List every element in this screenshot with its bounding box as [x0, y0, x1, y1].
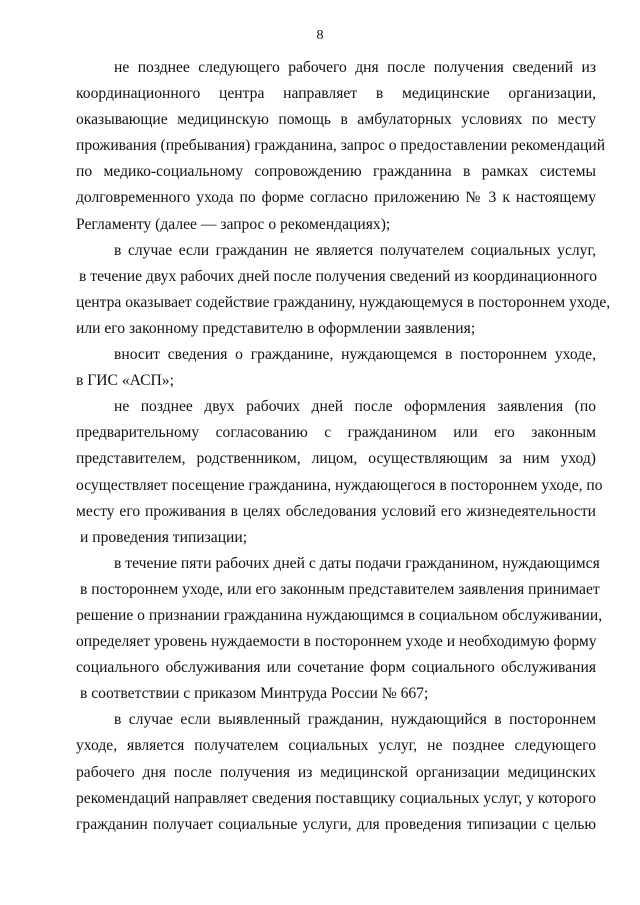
text-line: гражданин получает социальные услуги, для проведения типизации с целью [76, 815, 596, 833]
text-line: долговременного ухода по форме согласно приложению № 3 к настоящему [76, 189, 596, 207]
text-line: в случае если гражданин не является получателем социальных услуг, [114, 241, 596, 259]
text-line: проживания (пребывания) гражданина, запрос о предоставлении рекомендаций [76, 137, 606, 155]
text-line: не позднее двух рабочих дней после оформления заявления (по [114, 398, 596, 416]
text-line: решение о признании гражданина нуждающимся в социальном обслуживании, [76, 606, 603, 624]
text-line: месту его проживания в целях обследования условий его жизнедеятельности [76, 502, 596, 520]
text-line: представителем, родственником, лицом, осуществляющим за ним уход) [76, 450, 596, 468]
text-line: в течение двух рабочих дней после получения сведений из координационного [79, 267, 597, 285]
text-line: в течение пяти рабочих дней с даты подачи гражданином, нуждающимся [114, 554, 600, 572]
page-number: 8 [316, 28, 324, 43]
text-line: по медико-социальному сопровождению гражданина в рамках системы [76, 163, 596, 181]
text-line: предварительному согласованию с гражданином или его законным [76, 424, 596, 442]
text-line: вносит сведения о гражданине, нуждающемся в постороннем уходе, [114, 346, 596, 364]
text-line: в ГИС «АСП»; [76, 372, 174, 390]
text-line: рабочего дня после получения из медицинской организации медицинских [76, 763, 596, 781]
text-line: или его законному представителю в оформлении заявления; [76, 319, 476, 337]
document-body [76, 55, 611, 838]
text-line: определяет уровень нуждаемости в постороннем уходе и необходимую форму [76, 633, 597, 651]
text-line: в постороннем уходе, или его законным представителем заявления принимает [80, 580, 600, 598]
text-line: оказывающие медицинскую помощь в амбулаторных условиях по месту [76, 111, 596, 129]
text-line: социального обслуживания или сочетание форм социального обслуживания [76, 659, 596, 677]
text-line: уходе, является получателем социальных услуг, не позднее следующего [76, 737, 596, 755]
text-line: координационного центра направляет в медицинские организации, [76, 85, 596, 103]
text-line: центра оказывает содействие гражданину, нуждающемуся в постороннем уходе, [76, 293, 611, 311]
text-line: и проведения типизации; [80, 528, 248, 546]
text-line: не позднее следующего рабочего дня после получения сведений из [114, 59, 596, 76]
text-line: в соответствии с приказом Минтруда России № 667; [80, 685, 429, 703]
text-line: Регламенту (далее — запрос о рекомендациях); [76, 215, 391, 233]
text-line: осуществляет посещение гражданина, нуждающегося в постороннем уходе, по [76, 476, 603, 494]
text-line: в случае если выявленный гражданин, нуждающийся в постороннем [114, 711, 596, 729]
text-line: рекомендаций направляет сведения поставщику социальных услуг, у которого [76, 789, 596, 807]
